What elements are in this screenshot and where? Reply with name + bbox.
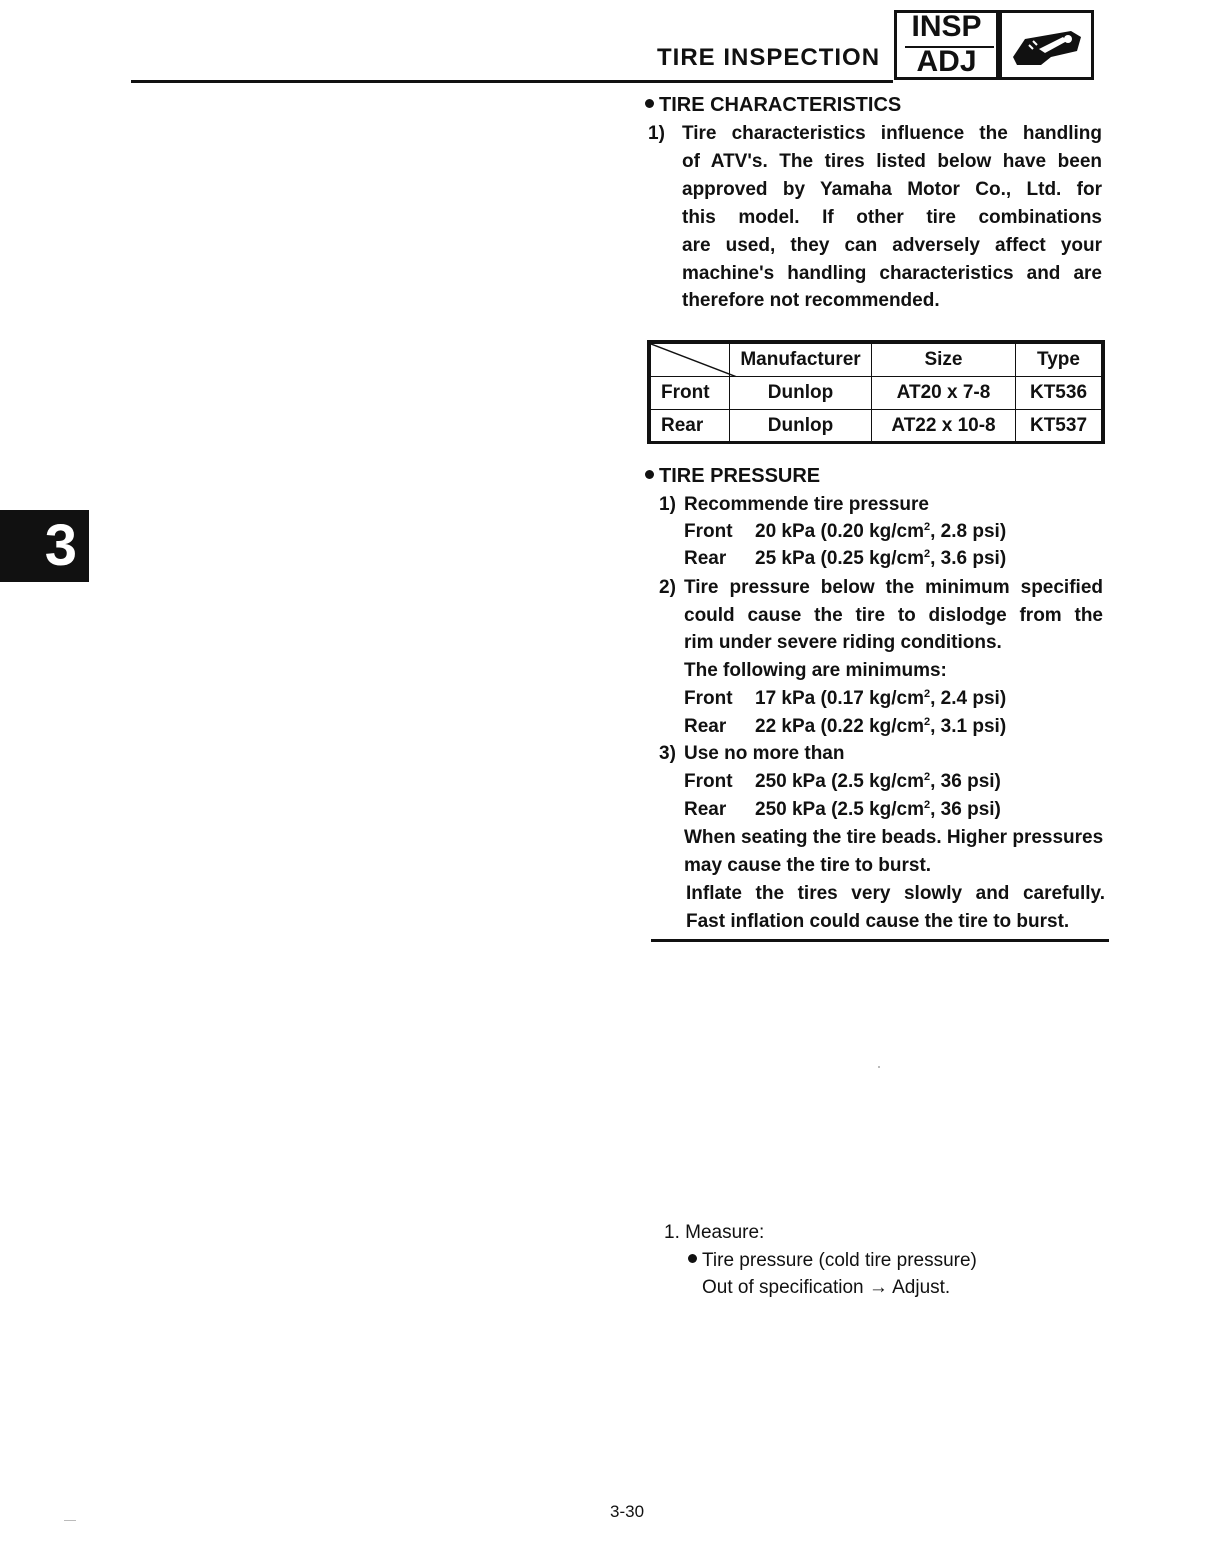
spec-value: 17 kPa (0.17 $kg/cm^2$, 2.4 psi): [755, 688, 1007, 709]
spec-value: 25 kPa (0.25 $kg/cm^2$, 3.6 psi): [755, 548, 1007, 569]
section-end-rule: [651, 939, 1109, 942]
spec-label: Front: [684, 771, 733, 792]
table-cell: KT537: [1016, 410, 1102, 443]
spec-label: Front: [684, 688, 733, 709]
section-title: TIRE INSPECTION: [657, 44, 881, 71]
item-number: 1): [659, 494, 676, 515]
bullet-icon: [688, 1254, 697, 1263]
table-row: [651, 410, 1102, 443]
paragraph-line: approved by Yamaha Motor Co., Ltd. for: [682, 179, 1102, 200]
paragraph-line: When seating the tire beads. Higher pressures: [684, 827, 1104, 848]
paragraph-line: of ATV's. The tires listed below have been: [682, 151, 1102, 172]
paragraph-line: are used, they can adversely affect your: [682, 235, 1102, 256]
spec-value: 250 kPa (2.5 $kg/cm^2$, 36 psi): [755, 799, 1001, 820]
bullet-icon: [645, 470, 654, 479]
diagonal-line: [651, 344, 737, 377]
right-arrow-icon: →: [868, 1277, 888, 1298]
table-row: [651, 377, 1102, 410]
measure-result: Out of specification → Adjust.: [702, 1277, 951, 1298]
page-number: 3-30: [610, 1502, 645, 1521]
table-cell: Dunlop: [730, 377, 872, 410]
chapter-tab: 3: [0, 510, 89, 582]
badge-adj-text: ADJ: [916, 45, 977, 78]
paragraph-line: may cause the tire to burst.: [684, 855, 932, 876]
wrench-hand-icon: [1011, 27, 1083, 67]
table-header-row: [651, 344, 1102, 377]
table-cell: AT20 x 7-8: [872, 377, 1016, 410]
paragraph-line: machine's handling characteristics and are: [682, 263, 1102, 284]
table-cell: Front: [651, 377, 730, 410]
paragraph-line: Fast inflation could cause the tire to burst.: [686, 911, 1070, 932]
paragraph-line: could cause the tire to dislodge from the: [684, 605, 1103, 626]
paragraph-line: Tire pressure below the minimum specified: [684, 577, 1103, 598]
spec-label: Rear: [684, 548, 727, 569]
spec-label: Front: [684, 521, 733, 542]
item-title: Recommende tire pressure: [684, 494, 929, 515]
item-number: 2): [659, 577, 676, 598]
table-corner-cell: [651, 344, 730, 377]
spec-value: 250 kPa (2.5 $kg/cm^2$, 36 psi): [755, 771, 1001, 792]
scan-speck: [878, 1066, 880, 1068]
paragraph-line: therefore not recommended.: [682, 290, 940, 311]
measure-bullet-item: Tire pressure (cold tire pressure): [688, 1250, 977, 1272]
characteristics-heading: TIRE CHARACTERISTICS: [645, 94, 901, 117]
tool-badge: [999, 10, 1094, 80]
table-header-cell: Manufacturer: [730, 344, 872, 377]
paragraph-line: Tire characteristics influence the handling: [682, 123, 1102, 144]
table-cell: Dunlop: [730, 410, 872, 443]
table-header-cell: Type: [1016, 344, 1102, 377]
item-number: 1): [648, 123, 665, 144]
table-cell: AT22 x 10-8: [872, 410, 1016, 443]
item-title: Use no more than: [684, 743, 845, 764]
badge-insp-text: INSP: [911, 10, 982, 43]
spec-label: Rear: [684, 799, 727, 820]
paragraph-line: rim under severe riding conditions.: [684, 632, 1002, 653]
item-number: 3): [659, 743, 676, 764]
pressure-heading: TIRE PRESSURE: [645, 465, 820, 488]
spec-value: 20 kPa (0.20 $kg/cm^2$, 2.8 psi): [755, 521, 1007, 542]
table-header-cell: Size: [872, 344, 1016, 377]
measure-step: 1. Measure:: [664, 1222, 765, 1243]
table-cell: Rear: [651, 410, 730, 443]
tire-table: [647, 340, 1105, 444]
spec-label: Rear: [684, 716, 727, 737]
insp-adj-badge: [894, 10, 999, 80]
spec-value: 22 kPa (0.22 $kg/cm^2$, 3.1 psi): [755, 716, 1007, 737]
paragraph-line: The following are minimums:: [684, 660, 947, 681]
table-cell: KT536: [1016, 377, 1102, 410]
paragraph-line: this model. If other tire combinations: [682, 207, 1102, 228]
paragraph-line: Inflate the tires very slowly and carefully.: [686, 883, 1105, 904]
bullet-icon: [645, 99, 654, 108]
header-rule: [131, 80, 893, 83]
scan-speck: [64, 1520, 76, 1521]
